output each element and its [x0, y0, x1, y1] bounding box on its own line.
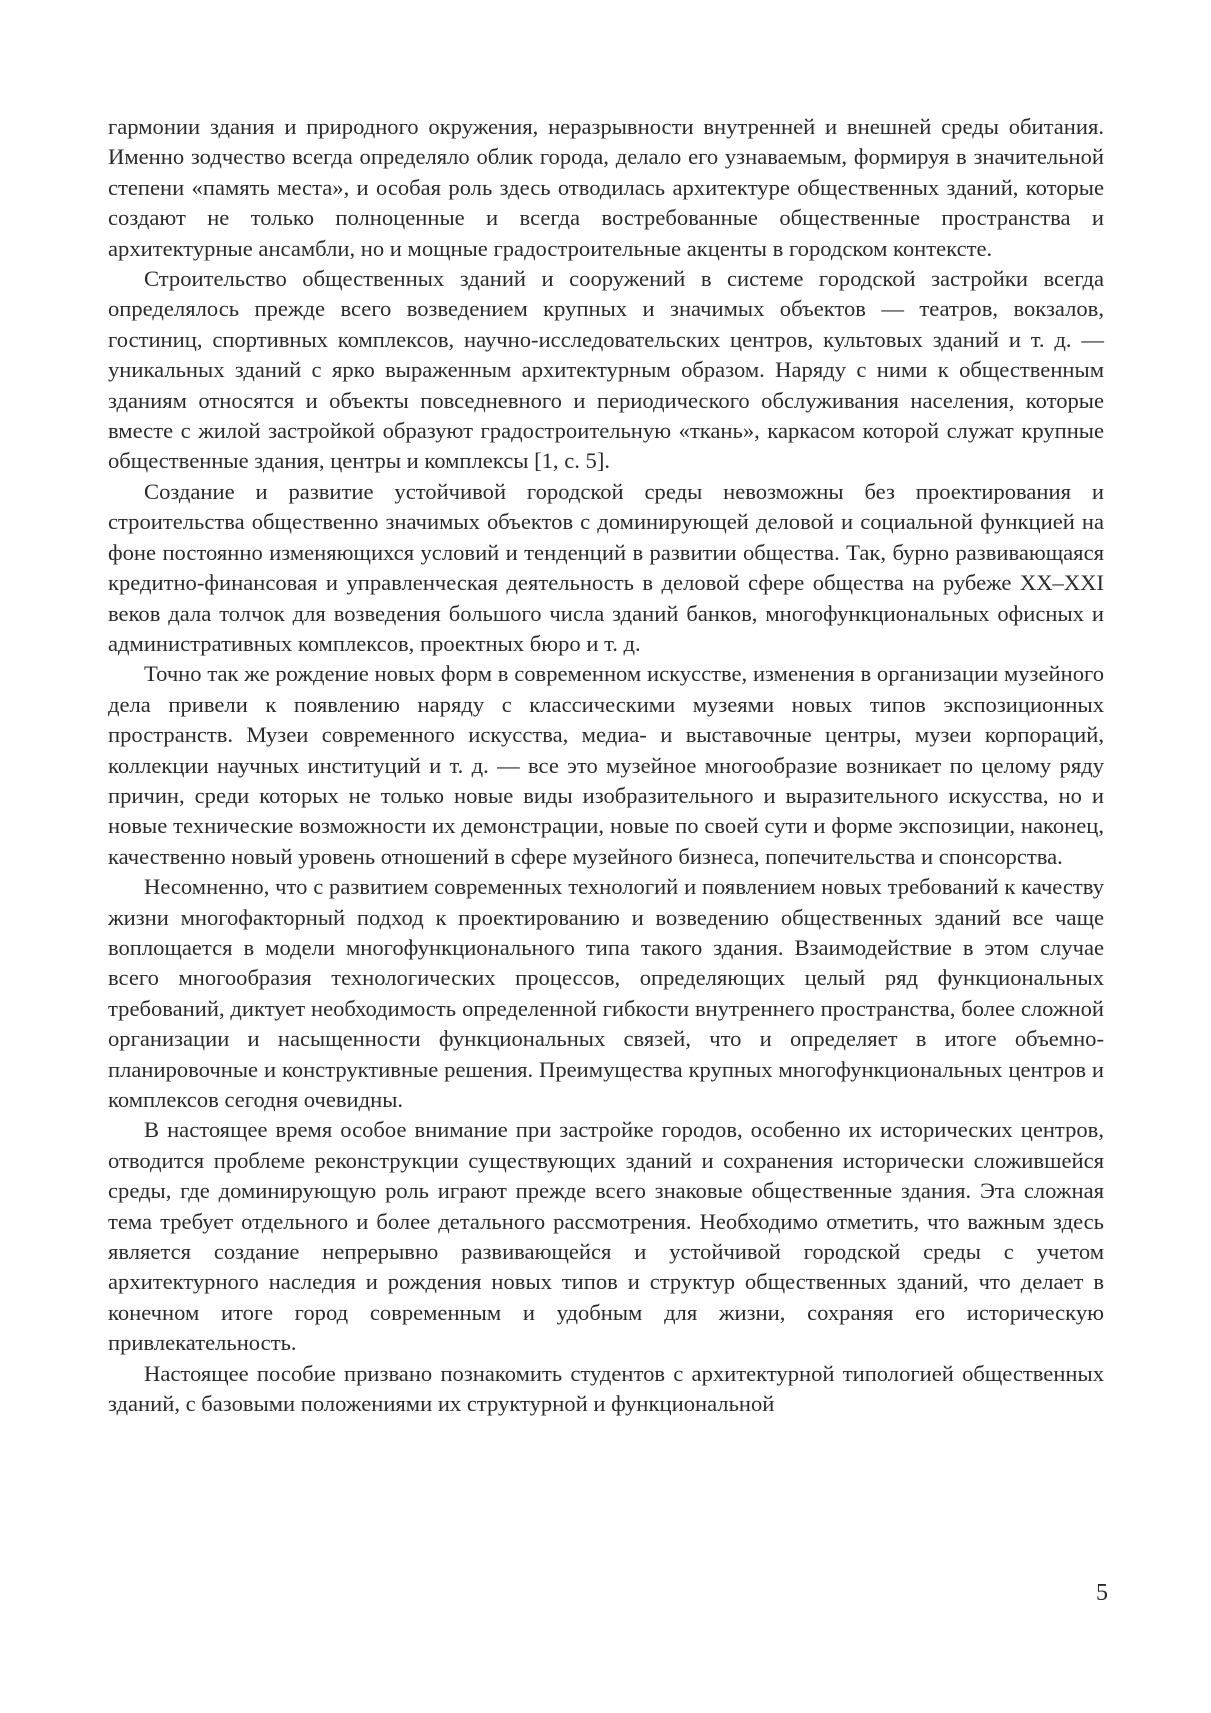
paragraph-2: Строительство общественных зданий и сооружений в системе городской застройки всегда определялось прежде всего возведением крупных и значимых объектов — театров, вокзалов, гостиниц, спортивных комплексов, научно-исследовательских центров, культовых зданий и т. д. — уникальных зданий с ярко выраженным архитектурным образом. Наряду с ними к общественным зданиям относятся и объекты повседневного и периодического обслуживания населения, которые вместе с жилой застройкой образуют градостроительную «ткань», каркасом которой служат крупные общественные здания, центры и комплексы [1, с. 5].: [108, 266, 1104, 474]
paragraph-7: Настоящее пособие призвано познакомить студентов с архитектурной типологией общественных зданий, с базовыми положениями их структурной и функциональной: [108, 1360, 1104, 1417]
body-text: [108, 112, 1104, 1419]
paragraph-4: Точно так же рождение новых форм в современном искусстве, изменения в организации музейного дела привели к появлению наряду с классическими музеями новых типов экспозиционных пространств. Музеи современного искусства, медиа- и выставочные центры, музеи корпораций, коллекции научных институций и т. д. — все это музейное многообразие возникает по целому ряду причин, среди которых не только новые виды изобразительного и выразительного искусства, но и новые технические возможности их демонстрации, новые по своей сути и форме экспозиции, наконец, качественно новый уровень отношений в сфере музейного бизнеса, попечительства и спонсорства.: [108, 661, 1104, 869]
paragraph-6: В настоящее время особое внимание при застройке городов, особенно их исторических центров, отводится проблеме реконструкции существующих зданий и сохранения исторически сложившейся среды, где доминирующую роль играют прежде всего знаковые общественные здания. Эта сложная тема требует отдельного и более детального рассмотрения. Необходимо отметить, что важным здесь является создание непрерывно развивающейся и устойчивой городской среды с учетом архитектурного наследия и рождения новых типов и структур общественных зданий, что делает в конечном итоге город современным и удобным для жизни, сохраняя его историческую привлекательность.: [108, 1117, 1104, 1356]
paragraph-3: Создание и развитие устойчивой городской среды невозможны без проектирования и строительства общественно значимых объектов с доминирующей деловой и социальной функцией на фоне постоянно изменяющихся условий и тенденций в развитии общества. Так, бурно развивающаяся кредитно-финансовая и управленческая деятельность в деловой сфере общества на рубеже XX–XXI веков дала толчок для возведения большого числа зданий банков, многофункциональных офисных и административных комплексов, проектных бюро и т. д.: [108, 478, 1104, 656]
page-number: 5: [1096, 1580, 1108, 1606]
paragraph-5: Несомненно, что с развитием современных технологий и появлением новых требований к качеству жизни многофакторный подход к проектированию и возведению общественных зданий все чаще воплощается в модели многофункционального типа такого здания. Взаимодействие в этом случае всего многообразия технологических процессов, определяющих целый ряд функциональных требований, диктует необходимость определенной гибкости внутреннего пространства, более сложной организации и насыщенности функциональных связей, что и определяет в итоге объемно-планировочные и конструктивные решения. Преимущества крупных многофункциональных центров и комплексов сегодня очевидны.: [108, 874, 1104, 1112]
paragraph-1: гармонии здания и природного окружения, неразрывности внутренней и внешней среды обитания. Именно зодчество всегда определяло облик города, делало его узнаваемым, формируя в значительной степени «память места», и особая роль здесь отводилась архитектуре общественных зданий, которые создают не только полноценные и всегда востребованные общественные пространства и архитектурные ансамбли, но и мощные градостроительные акценты в городском контексте.: [108, 114, 1104, 261]
